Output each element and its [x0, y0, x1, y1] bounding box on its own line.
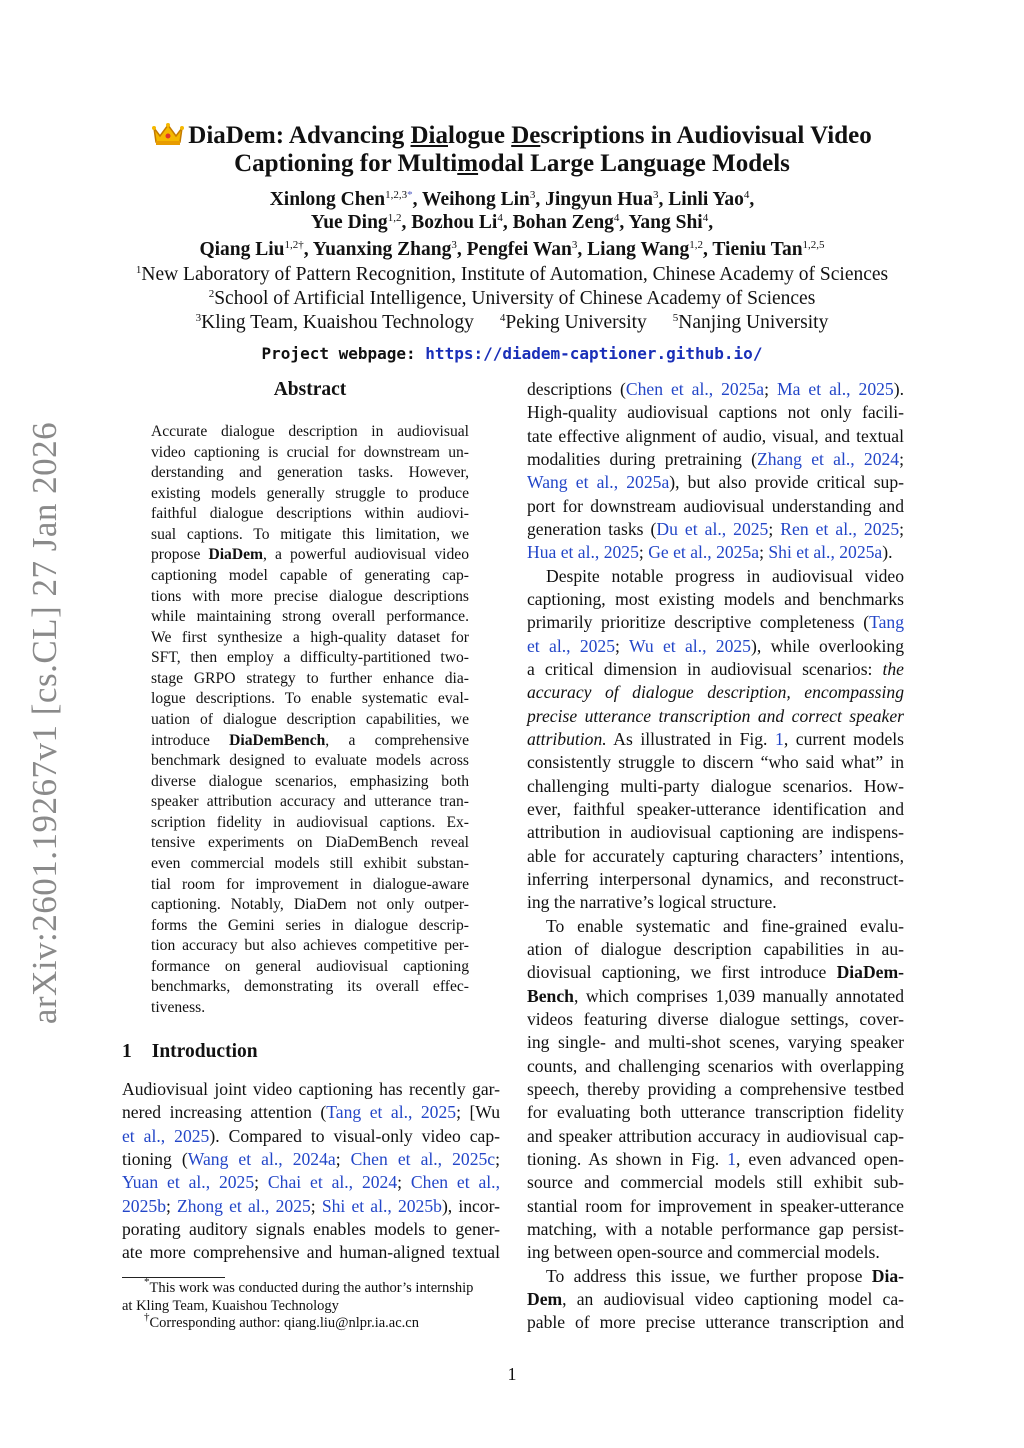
text-line: Dem, an audiovisual video captioning model ca-	[527, 1288, 904, 1309]
citation-link[interactable]: et al., 2025	[122, 1125, 210, 1146]
text-line: source and commercial models still exhibit sub-	[527, 1172, 904, 1193]
text-line: while maintaining strong overall performance.	[151, 608, 469, 626]
text-line: Hua et al., 2025; Ge et al., 2025a; Shi et al., 2025a).	[527, 542, 893, 563]
text-line: stantial room for improvement in speaker-utterance	[527, 1195, 904, 1216]
text-line: 2025b; Zhong et al., 2025; Shi et al., 2025b), incor-	[122, 1195, 500, 1216]
text-line: inferring interpersonal dynamics, and reconstruct-	[527, 868, 904, 889]
text-line: tioning. As shown in Fig. 1, even advanced open-	[527, 1148, 904, 1169]
author-line: Yue Ding$^{1,2}$, Bozhou Li$^4$, Bohan Zeng$^4$, Yang Shi$^4$,	[310, 212, 714, 233]
text-line: for evaluating both utterance transcription fidelity	[527, 1102, 904, 1123]
text-line: ing single- and multi-shot scenes, varying speaker	[527, 1032, 904, 1053]
text-line: Despite notable progress in audiovisual video	[546, 565, 904, 586]
text-line: tensive experiments on DiaDemBench reveal	[151, 834, 469, 852]
text-line: introduce DiaDemBench, a comprehensive	[151, 731, 469, 749]
text-line: benchmarks, demonstrating its overall effec-	[151, 978, 469, 996]
section-heading-introduction: 1 Introduction	[122, 1041, 258, 1062]
text-line: High-quality audiovisual captions not only facili-	[527, 402, 904, 423]
text-line: tion accuracy but also achieves competitive per-	[151, 937, 469, 955]
text-line: formance on general audiovisual captioning	[151, 957, 469, 975]
bold-term: Bench	[527, 985, 574, 1006]
citation-link[interactable]: Yuan et al., 2025	[122, 1172, 255, 1193]
text-line: propose DiaDem, a powerful audiovisual video	[151, 546, 469, 564]
bold-term: DiaDem	[208, 546, 264, 564]
crown-icon	[152, 122, 184, 146]
author-affiliation-mark: 4	[497, 212, 503, 224]
text-line: port for downstream audiovisual understanding and	[527, 495, 904, 516]
text-line: faithful dialogue descriptions within audiovi-	[151, 505, 469, 523]
author-affiliation-mark: 4	[613, 212, 620, 224]
text-line: speech, thereby providing a comprehensive testbed	[527, 1078, 904, 1099]
text-line: generation tasks (Du et al., 2025; Ren et al., 2025;	[527, 518, 905, 539]
author-name: Pengfei Wan	[466, 239, 572, 260]
bold-term: Dia-	[871, 1265, 904, 1286]
author-name: Linli Yao	[668, 189, 744, 210]
author-affiliation-mark: 3	[652, 189, 659, 201]
text-line: Yuan et al., 2025; Chai et al., 2024; Chen et al.,	[122, 1172, 500, 1193]
emphasis-text: accuracy of dialogue description, encompassing	[527, 682, 904, 703]
emphasis-text: precise utterance transcription and correct speaker	[527, 705, 904, 726]
author-name: Jingyun Hua	[545, 189, 653, 210]
text-line: stage GRPO strategy to further enhance dia-	[151, 669, 469, 687]
text-line: ation of dialogue description capabilities in au-	[527, 938, 904, 959]
bold-term: DiaDem-	[836, 962, 904, 983]
text-line: videos featuring diverse dialogue settings, cover-	[527, 1008, 904, 1029]
citation-link[interactable]: et al., 2025	[527, 635, 616, 656]
text-line: modalities during pretraining (Zhang et al., 2024;	[527, 448, 904, 469]
emphasis-text: attribution.	[527, 728, 607, 749]
text-line: captioning model capable of generating cap-	[151, 566, 469, 584]
text-line: counts, and challenging scenarios with overlapping	[527, 1055, 904, 1076]
text-line: challenging multi-party dialogue scenarios. How-	[527, 775, 904, 796]
author-name: Weihong Lin	[422, 189, 530, 210]
text-line: pable of more precise utterance transcription and	[527, 1312, 904, 1333]
text-line: To address this issue, we further propose Dia-	[546, 1265, 904, 1286]
text-line: consistently struggle to discern “who said what” in	[527, 752, 904, 773]
text-line: et al., 2025; Wu et al., 2025), while overlooking	[527, 635, 904, 656]
author-name: Xinlong Chen	[269, 189, 386, 210]
text-line: logue descriptions. To enable systematic eval-	[151, 690, 469, 708]
text-line: Accurate dialogue description in audiovisual	[151, 423, 469, 440]
author-line: Xinlong Chen$^{1,2,3*}$, Weihong Lin$^3$, Jingyun Hua$^3$, Linli Yao$^4$,	[269, 189, 755, 210]
text-line: descriptions (Chen et al., 2025a; Ma et al., 2025).	[527, 379, 904, 399]
affiliation-3-5: $^3$Kling Team, Kuaishou Technology $^4$Peking University $^5$Nanjing University	[195, 312, 829, 333]
text-line: even commercial models still exhibit substan-	[151, 854, 469, 872]
author-affiliation-mark: 3	[571, 239, 578, 251]
text-line: video captioning is crucial for downstream un-	[151, 443, 469, 461]
author-name: Yang Shi	[628, 212, 703, 233]
author-name: Tieniu Tan	[712, 239, 803, 260]
text-line: benchmark designed to evaluate models across	[151, 752, 469, 770]
text-line: ing the narrative’s logical structure.	[527, 892, 777, 913]
citation-link[interactable]: Ren et al., 2025	[780, 518, 900, 539]
text-line: Audiovisual joint video captioning has recently gar-	[122, 1079, 500, 1099]
citation-link[interactable]: Wang et al., 2024a	[187, 1148, 336, 1169]
author-name: Bohan Zeng	[512, 212, 614, 233]
text-line: porating auditory signals enables models to gener-	[122, 1218, 500, 1239]
citation-link[interactable]: Shi et al., 2025a	[768, 542, 883, 563]
citation-link[interactable]: Wang et al., 2025a	[527, 472, 670, 493]
affiliation-2: $^2$School of Artificial Intelligence, University of Chinese Academy of Sciences	[208, 288, 816, 309]
bold-term: Dem	[527, 1288, 563, 1309]
text-line: diovisual captioning, we first introduce DiaDem-	[527, 962, 904, 983]
citation-link[interactable]: 2025b	[122, 1195, 166, 1216]
text-line: matching, with a notable performance gap persist-	[527, 1218, 904, 1239]
text-line: tions with more precise dialogue descriptions	[151, 587, 469, 605]
text-line: tial room for improvement in dialogue-aware	[151, 875, 469, 893]
citation-link[interactable]: Tang et al., 2025	[326, 1102, 457, 1123]
text-line: and speaker attribution accuracy in audiovisual cap-	[527, 1125, 904, 1146]
text-line: tiveness.	[151, 998, 206, 1016]
text-line: a critical dimension in audiovisual scenarios: the	[527, 658, 904, 679]
author-line: Qiang Liu$^{1,2\dagger}$, Yuanxing Zhang$^3$, Pengfei Wan$^3$, Liang Wang$^{1,2}$, Tieniu Tan$^{1,2,5}$	[199, 239, 825, 260]
text-line: To enable systematic and fine-grained evalu-	[546, 915, 904, 936]
author-affiliation-mark: 1,2,5	[802, 239, 825, 251]
text-line: Wang et al., 2025a), but also provide critical sup-	[527, 472, 905, 493]
text-line: ever, faithful speaker-utterance identification and	[527, 798, 904, 819]
author-name: Liang Wang	[587, 239, 690, 260]
text-line: ate more comprehensive and human-aligned textual	[122, 1242, 500, 1263]
author-name: Yuanxing Zhang	[312, 239, 452, 260]
author-affiliation-mark: 1,2,3*	[385, 189, 413, 201]
author-name: Qiang Liu	[199, 239, 285, 260]
text-line: Bench, which comprises 1,039 manually annotated	[527, 985, 904, 1006]
text-line: sual captions. To mitigate this limitation, we	[151, 525, 469, 543]
text-line: nered increasing attention (Tang et al., 2025; [Wu	[122, 1102, 500, 1123]
paper-title-line2: Captioning for Multimodal Large Language Models	[234, 150, 790, 177]
citation-link[interactable]: Chen et al.,	[410, 1172, 500, 1193]
citation-link[interactable]: Ma et al., 2025	[776, 379, 894, 399]
citation-link[interactable]: Ge et al., 2025a	[648, 542, 760, 563]
author-affiliation-mark: 4	[702, 212, 709, 224]
text-line: attribution in audiovisual captioning are indispens-	[527, 822, 904, 843]
arxiv-identifier: arXiv:2601.19267v1 [cs.CL] 27 Jan 2026	[25, 421, 64, 1025]
author-affiliation-mark: 3	[451, 239, 457, 251]
text-line: SFT, then employ a difficulty-partitioned two-	[151, 649, 469, 667]
text-line: attribution. As illustrated in Fig. 1, current models	[527, 728, 904, 749]
text-line: captioning. Notably, DiaDem not only outper-	[151, 896, 469, 914]
text-line: scription fidelity in audiovisual captions. Ex-	[151, 813, 469, 831]
author-affiliation-mark: 4	[743, 189, 750, 201]
citation-link[interactable]: Hua et al., 2025	[527, 542, 639, 563]
author-affiliation-mark: 1,2	[387, 212, 402, 224]
text-line: able for accurately capturing characters’ intentions,	[527, 845, 904, 866]
citation-link[interactable]: Chen et al., 2025a	[625, 379, 765, 399]
emphasis-text: the	[882, 658, 904, 679]
text-line: existing models generally struggle to produce	[151, 484, 469, 502]
text-line: uation of dialogue description capabilities, we	[151, 710, 469, 728]
page-number: 1	[507, 1364, 517, 1384]
text-line	[527, 681, 904, 704]
citation-link[interactable]: Zhang et al., 2024	[757, 448, 900, 469]
citation-link[interactable]: Chen et al., 2025c	[350, 1148, 496, 1169]
bold-term: DiaDemBench	[229, 731, 326, 749]
author-affiliation-mark: 3	[529, 189, 536, 201]
text-line: speaker attribution accuracy and utterance tran-	[151, 793, 469, 811]
text-line: et al., 2025). Compared to visual-only video cap-	[122, 1125, 500, 1146]
text-line: tioning (Wang et al., 2024a; Chen et al., 2025c;	[122, 1148, 500, 1169]
author-affiliation-mark: 1,2	[689, 239, 703, 251]
text-line: ing between open-source and commercial models.	[527, 1242, 880, 1263]
footnote-rule	[122, 1277, 225, 1278]
text-line: derstanding and generation tasks. However,	[151, 464, 469, 482]
abstract-heading: Abstract	[273, 379, 347, 400]
project-url-link[interactable]: https://diadem-captioner.github.io/	[425, 344, 763, 363]
citation-link[interactable]: 1	[775, 728, 784, 749]
footnote-1: *This work was conducted during the author’s internship at Kling Team, Kuaishou Technology	[122, 1276, 474, 1314]
citation-link[interactable]: Wu et al., 2025	[628, 635, 751, 656]
citation-link[interactable]: Shi et al., 2025b	[321, 1195, 442, 1216]
paper-title-line1: DiaDem: Advancing Dialogue Descriptions in Audiovisual Video	[0, 122, 1024, 149]
footnote-2: †Corresponding author: qiang.liu@nlpr.ia.ac.cn	[144, 1311, 419, 1331]
citation-link[interactable]: Chai et al., 2024	[267, 1172, 398, 1193]
author-name: Yue Ding	[310, 212, 388, 233]
citation-link[interactable]: Du et al., 2025	[656, 518, 769, 539]
author-affiliation-mark: 1,2†	[284, 239, 304, 251]
text-line: forms the Gemini series in dialogue descrip-	[151, 916, 469, 934]
affiliation-1: $^1$New Laboratory of Pattern Recognition, Institute of Automation, Chinese Academy of Sciences	[135, 264, 889, 285]
text-line: captioning, most existing models and benchmarks	[527, 588, 904, 609]
text-line: tate effective alignment of audio, visual, and textual	[527, 425, 904, 446]
text-line: We first synthesize a high-quality dataset for	[151, 628, 469, 646]
citation-link[interactable]: Zhong et al., 2025	[177, 1195, 311, 1216]
project-webpage: Project webpage: https://diadem-captioner.github.io/	[261, 344, 763, 363]
author-name: Bozhou Li	[411, 212, 498, 233]
text-line	[527, 705, 904, 728]
text-line: diverse dialogue scenarios, emphasizing both	[151, 772, 469, 790]
citation-link[interactable]: Tang	[869, 612, 904, 633]
text-line: primarily prioritize descriptive completeness (Tang	[527, 612, 904, 633]
citation-link[interactable]: 1	[727, 1148, 736, 1169]
